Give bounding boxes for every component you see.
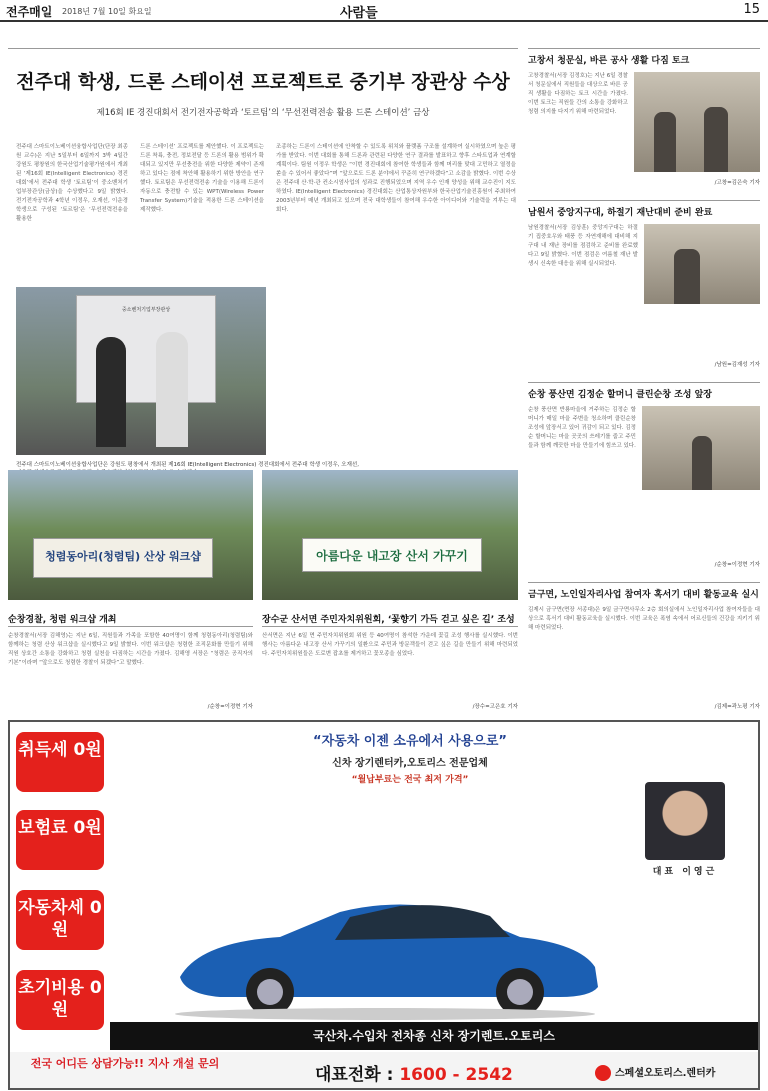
ad-lineup-text: 국산차.수입차 전차종 신차 장기렌트.오토리스 [313,1029,555,1043]
workshop-photo [8,470,253,600]
side1-headline: 고창서 청문실, 바른 공사 생활 다짐 토크 [528,48,760,66]
flower-road-sign [302,538,482,572]
side3-text: 순창 풍산면 반룡마을에 거주하는 김정순 할머니가 매일 마을 주변을 청소하며 클린순창 조성에 앞장서고 있어 귀감이 되고 있다. 김정순 할머니는 마을 곳곳의 쓰레기를 줍고 주민들과 함께 깨끗한 마을 만들기에 힘쓰고 있다. [528,407,636,449]
side2-photo [644,224,760,304]
workshop-sign-text: 청렴동아리(청렴팀) 산상 워크샵 [45,550,201,563]
side2-byline: /남원=김재성 기자 [714,362,760,368]
car-lease-ad [8,720,760,1090]
main-text-col3: 조종하는 드론이 스테이션에 안착할 수 있도록 위치와 플랫폼 구조를 설계하여 실시하였으며 높은 평가를 받았다. 이번 대회를 통해 드론과 관련된 다양한 연구 결과를 발표하고 향후 스타트업과 연계할 계획이다. 팀원 이정우 학생은 “이번 경진대회에 참여한 학생들과 함께 머리를 맞대 고민하고 열정을 쏟을 수 있어서 좋았다”며 “앞으로도 드론 분야에서 꾸준히 연구하겠다”고 소감을 밝혔다. 이번 수상은 전주대 산·학·관 컨소시엄사업의 성과로 진행되었으며 지역 우수 인재 양성을 위해 교수진이 지도하였다. IE(Intelligent Electronics) 경진대회는 산업통상자원부와 한국산업기술진흥원이 주최하여 2003년부터 매년 개최되고 있으며 전국 대학생들이 참여해 우수한 아이디어와 기술력을 겨루는 대회다. [276,144,516,213]
paper-name: 전주매일 [6,5,53,19]
ad-tag: 초기비용 0원 [16,970,104,1030]
ad-lineup-bar [110,1022,758,1050]
ad-tag-column [10,722,110,1052]
flower-road-photo [262,470,518,600]
side2-text: 남원경찰서(서장 김상훈) 중앙지구대는 하절기 집중호우와 태풍 등 자연재해에 대비해 지구대 내 재난 장비를 점검하고 준비를 완료했다고 9일 밝혔다. 이번 점검은 여름철 재난 발생시 신속한 대응을 위해 실시되었다. [528,225,638,267]
ad-branch-inquiry: 전국 어디든 상담가능!! 지사 개설 문의 [30,1057,220,1070]
side4-byline: /김제=곽노평 기자 [714,704,760,710]
side3-photo [642,406,760,490]
company-logo-icon [595,1065,611,1081]
side2-headline: 남원서 중앙지구대, 하절기 재난대비 준비 완료 [528,200,760,218]
main-subhead: 제16회 IE 경진대회서 전기전자공학과 ‘토르팀’의 ‘무선전력전송 활용 드론 스테이션’ 금상 [96,108,430,118]
divider [8,626,253,627]
award-banner-text: 중소벤처기업부장관상 [121,307,171,313]
person-figure [96,337,126,447]
masthead [0,0,768,22]
ad-company [595,1064,715,1081]
person-figure [704,107,728,172]
side3-headline: 순창 풍산면 김정순 할머니 클린순창 조성 앞장 [528,382,760,400]
main-headline: 전주대 학생, 드론 스테이션 프로젝트로 중기부 장관상 수상 [16,71,510,93]
ad-tag: 자동차세 0원 [16,890,104,950]
ad-subtitle: 신차 장기렌터카,오토리스 전문업체 [332,758,488,769]
side1-text: 고창경찰서(서장 김정호)는 지난 6일 경찰서 청문실에서 직원들을 대상으로 바른 공직 생활을 다짐하는 토크 시간을 가졌다. 이번 토크는 직원들 간의 소통을 강화하고 청렴 의지를 다지기 위해 마련되었다. [528,73,628,115]
mid-left-byline: /순창=이정현 기자 [207,704,253,710]
main-text-col1: 전주대 스마트이노베이션융합사업단(단장 최종원 교수)은 지난 5일부터 6일까지 3박 4일간 강원도 평창원의 한국산업기술평가원에서 개최된 ‘제16회 IE(Intelligent Electronics) 경진대회’에서 전주대 학생 ‘토르팀’이 중소벤처기업부장관상(금상)을 수상했다고 9일 밝혔다. 전기전자공학과 4학년 이정우, 오재선, 이운경 학생으로 구성된 ‘토르팀’은 ‘무선전력전송을 활용한 [16,144,128,222]
page-number: 15 [743,2,760,17]
mid-left-headline: 순창경찰, 청렴 워크샵 개최 [8,615,117,625]
person-figure [692,436,712,490]
ad-slogan: “자동차 이젠 소유에서 사용으로” [313,734,507,749]
car-illustration [160,882,610,1022]
ad-tag: 보험료 0원 [16,810,104,870]
main-text-col2: 드론 스테이션’ 프로젝트를 제안했다. 이 프로젝트는 드론 착륙, 충전, 정보전달 등 드론의 활용 범위가 확대되고 있지만 무선충전을 위한 다양한 제약이 존재하고 있다는 점에 착안해 활용하기 위한 방안을 연구했다. 토르팀은 무선전력전송 기술을 이용해 드론이 자동으로 충전할 수 있는 WPT(Wireless Power Transfer System)기술을 적용한 드론 스테이션을 제작했다. [140,144,264,213]
workshop-sign [33,538,213,578]
side1-photo [634,72,760,172]
flower-road-sign-text: 아름다운 내고장 산서 가꾸기 [316,549,468,563]
mid-right-byline: /장수=고은호 기자 [472,704,518,710]
issue-date: 2018년 7월 10일 화요일 [62,7,152,16]
mid-left-text: 순창경찰서(서장 김해영)는 지난 6일, 직원들과 가족을 포함한 40여명이 함께 청렴동아리(청렴팀)와 함께하는 청렴 산상 워크샵을 실시했다고 9일 밝혔다. 이번 워크샵은 청렴한 조직문화를 만들기 위해 직원 상호간 소통을 강화하고 청렴 실천을 다짐하는 시간을 가졌다. 김해영 서장은 “청렴은 공직자의 기본”이라며 “앞으로도 청렴한 경찰이 되겠다”고 말했다. [8,633,253,666]
person-figure [654,112,676,172]
ceo-photo [645,782,725,860]
divider [262,626,518,627]
ad-price-note: “월납부료는 전국 최저 가격” [351,775,469,785]
ad-phone [315,1060,513,1085]
side4-text: 김제시 금구면(면장 서종대)은 9일 금구면사무소 2층 회의실에서 노인일자리사업 참여자들을 대상으로 혹서기 대비 활동교육을 실시했다. 이번 교육은 폭염 속에서 어르신들의 건강을 지키기 위해 마련되었다. [528,607,760,631]
side1-byline: /고창=김은숙 기자 [714,180,760,186]
ad-contact-strip [10,1052,758,1090]
ad-company-name: 스페셜오토리스.렌터카 [615,1068,716,1079]
award-photo [16,287,266,455]
person-figure [156,332,188,447]
main-photo-caption: 전주대 스마트이노베이션융합사업단은 강원도 평창에서 개최된 제16회 IE(Intelligent Electronics) 경진대회에서 전주대 학생 이정우, 오재선, [16,462,359,468]
ad-phone-number: 1600 - 2542 [399,1065,513,1085]
mid-right-headline: 장수군 산서면 주민자치위원회, ‘꽃향기 가득 걷고 싶은 길’ 조성 [262,615,515,625]
ad-phone-label: 대표전화 : [315,1065,394,1085]
side3-byline: /순창=이정현 기자 [714,562,760,568]
person-figure [674,249,700,304]
side4-headline: 금구면, 노인일자리사업 참여자 혹서기 대비 활동교육 실시 [528,582,760,600]
section-title: 사람들 [340,6,378,21]
ceo-name: 대표 이영근 [652,867,718,877]
main-article [8,48,518,468]
ad-tag: 취득세 0원 [16,732,104,792]
mid-right-text: 산서면은 지난 6일 면 주민자치위원회 위원 등 40여명이 참석한 가운데 꽃길 조성 행사를 실시했다. 이번 행사는 아름다운 내고장 산서 가꾸기의 일환으로 주민과 방문객들이 걷고 싶은 길을 만들기 위해 마련되었다. 주민자치위원들은 도로변 잡초를 제거하고 꽃모종을 심었다. [262,633,518,657]
